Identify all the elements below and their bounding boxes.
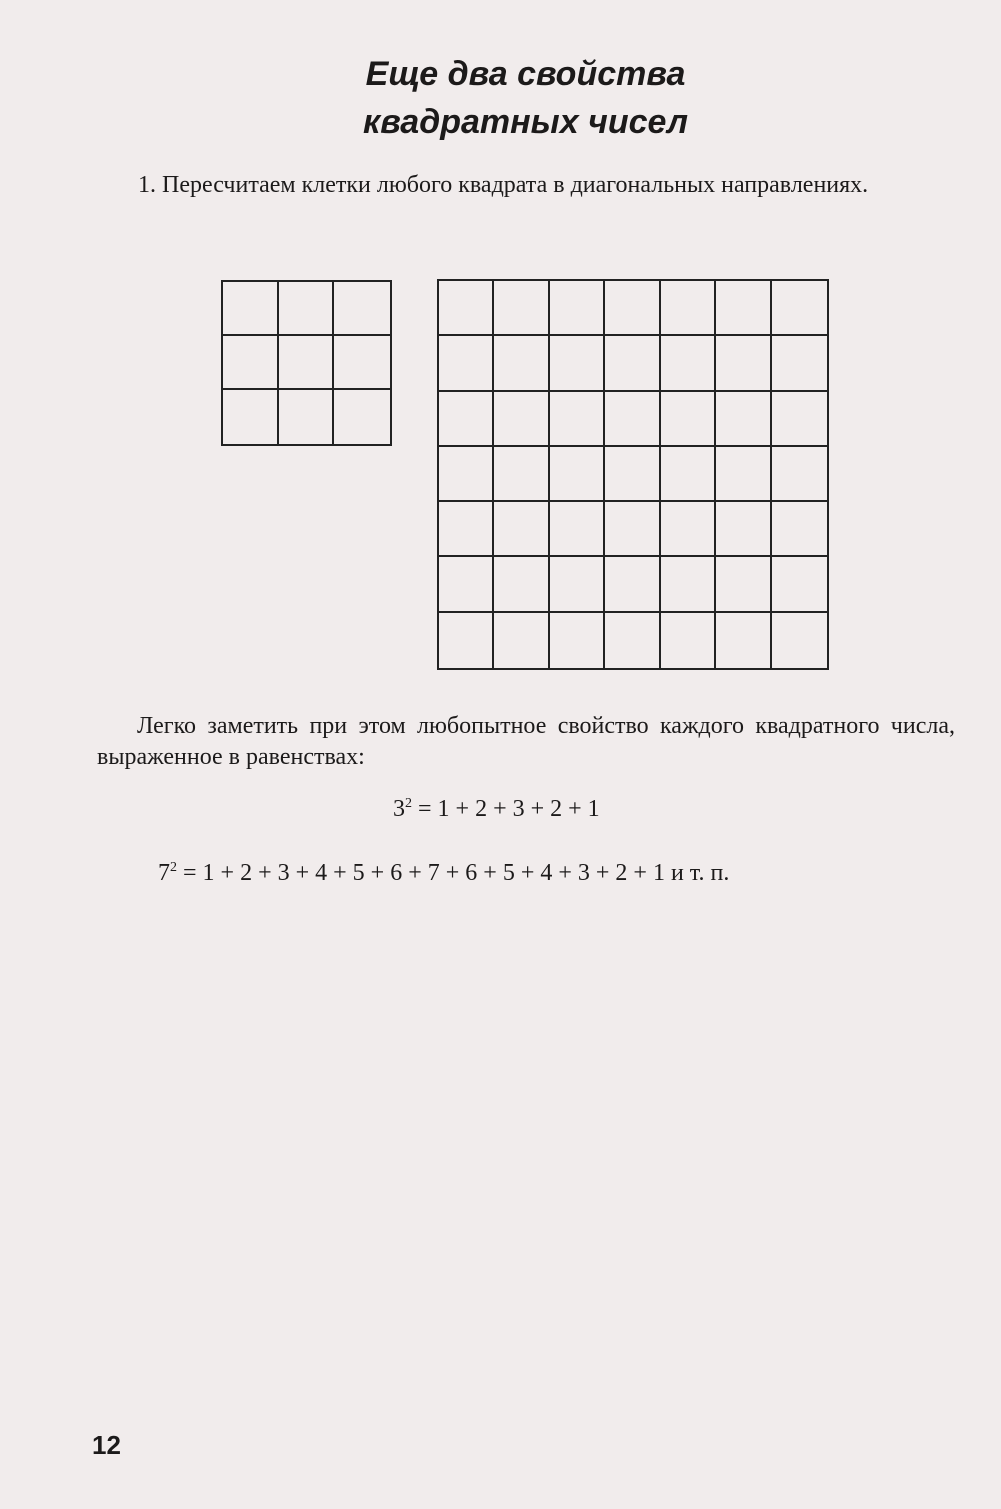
grid-cell: [772, 447, 827, 502]
grid-cell: [494, 336, 549, 391]
title-line-2: квадратных чисел: [362, 103, 689, 141]
grid-cell: [550, 336, 605, 391]
grid-cell: [661, 336, 716, 391]
grid-cell: [279, 336, 335, 390]
grid-cell: [494, 613, 549, 668]
grid-cell: [605, 502, 660, 557]
equation-1-rhs: = 1 + 2 + 3 + 2 + 1: [412, 796, 600, 822]
paragraph-2: Легко заметить при этом любопытное свойство каждого квадратного числа, выраженное в равенствах:: [97, 713, 955, 770]
equation-1-base: 3: [393, 796, 405, 822]
grid-cell: [439, 557, 494, 612]
grid-cell: [439, 392, 494, 447]
grid-cell: [605, 447, 660, 502]
grid-cell: [716, 336, 771, 391]
grid-cell: [772, 557, 827, 612]
equation-1-exponent: 2: [405, 796, 412, 811]
grid-cell: [716, 557, 771, 612]
grid-cell: [772, 281, 827, 336]
grid-cell: [334, 336, 390, 390]
grid-3x3: [221, 280, 392, 446]
section-title: [0, 50, 1001, 146]
equation-2-rhs: = 1 + 2 + 3 + 4 + 5 + 6 + 7 + 6 + 5 + 4 + 3 + 2 + 1 и т. п.: [177, 860, 730, 886]
grid-cell: [494, 502, 549, 557]
grid-cell: [439, 281, 494, 336]
equation-1: [393, 794, 600, 824]
page-number: 12: [92, 1430, 121, 1460]
grid-cell: [550, 502, 605, 557]
grid-cell: [550, 392, 605, 447]
grid-cell: [494, 447, 549, 502]
grid-cell: [334, 282, 390, 336]
grid-cell: [716, 502, 771, 557]
grid-cell: [772, 613, 827, 668]
grid-cell: [605, 613, 660, 668]
grid-cell: [550, 557, 605, 612]
grid-cell: [334, 390, 390, 444]
grid-cell: [494, 557, 549, 612]
grid-cell: [716, 613, 771, 668]
grid-cell: [772, 502, 827, 557]
grid-cell: [716, 281, 771, 336]
grid-cell: [772, 336, 827, 391]
grid-cell: [223, 336, 279, 390]
grid-7x7: [437, 279, 829, 670]
grid-cell: [661, 502, 716, 557]
grid-cell: [279, 390, 335, 444]
title-line-1: Еще два свойства: [365, 55, 686, 93]
grid-cell: [661, 613, 716, 668]
grid-cell: [661, 392, 716, 447]
grid-cell: [494, 281, 549, 336]
grid-cell: [661, 447, 716, 502]
equation-2-exponent: 2: [170, 860, 177, 875]
grid-cell: [605, 336, 660, 391]
grid-cell: [716, 392, 771, 447]
equation-2-base: 7: [158, 860, 170, 886]
grid-cell: [716, 447, 771, 502]
grid-cell: [439, 613, 494, 668]
grid-cell: [605, 392, 660, 447]
grid-cell: [439, 502, 494, 557]
grid-cell: [661, 281, 716, 336]
grid-cell: [439, 336, 494, 391]
equation-2: [158, 858, 729, 888]
grid-cell: [439, 447, 494, 502]
grid-cell: [494, 392, 549, 447]
paragraph-1: 1. Пересчитаем клетки любого квадрата в диагональных направлениях.: [138, 172, 869, 198]
grid-cell: [661, 557, 716, 612]
grid-cell: [550, 447, 605, 502]
grid-cell: [279, 282, 335, 336]
grid-cell: [550, 613, 605, 668]
grid-cell: [772, 392, 827, 447]
grid-cell: [605, 557, 660, 612]
grid-cell: [223, 390, 279, 444]
grid-cell: [605, 281, 660, 336]
grid-cell: [223, 282, 279, 336]
grid-cell: [550, 281, 605, 336]
